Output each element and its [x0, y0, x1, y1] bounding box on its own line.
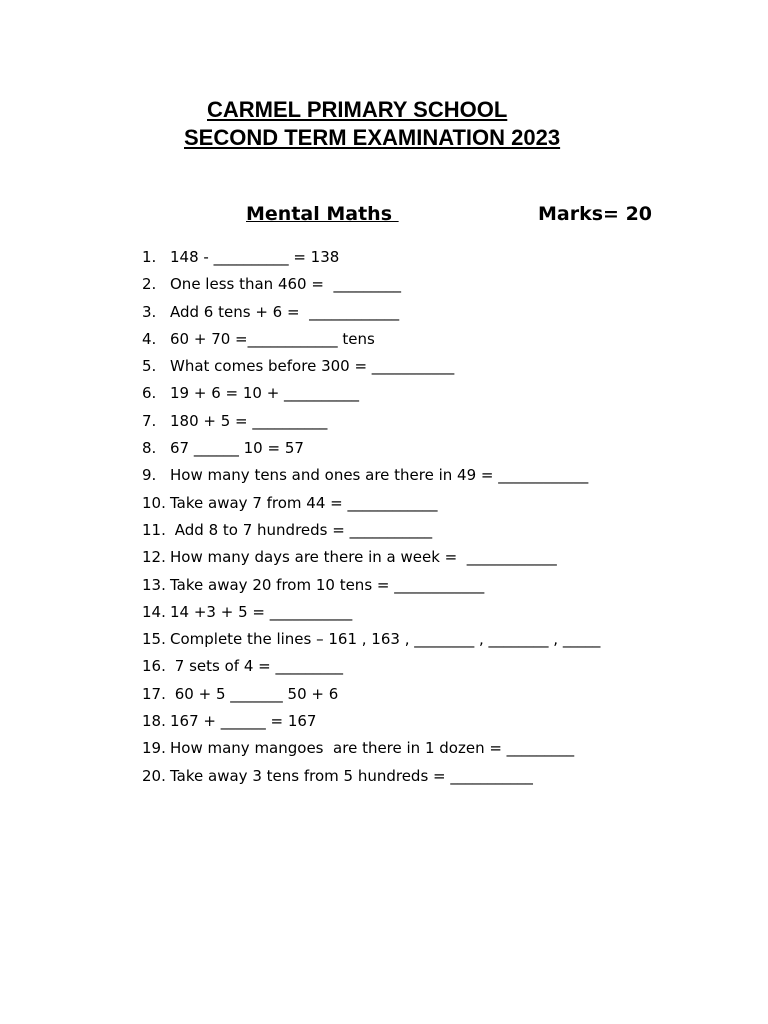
question-number: 6.	[142, 384, 157, 403]
question-text: Add 8 to 7 hundreds = ___________	[170, 520, 433, 539]
question-2	[142, 271, 600, 298]
question-number: 13.	[142, 575, 166, 594]
question-number: 18.	[142, 712, 166, 731]
school-name: CARMEL PRIMARY SCHOOL	[207, 97, 508, 122]
question-text: Take away 7 from 44 = ____________	[170, 493, 438, 512]
question-number: 12.	[142, 548, 166, 567]
question-text: Take away 3 tens from 5 hundreds = ___________	[170, 766, 533, 785]
question-text: 60 + 5 _______ 50 + 6	[170, 684, 339, 703]
question-number: 15.	[142, 630, 166, 649]
question-number: 9.	[142, 466, 157, 485]
question-19	[142, 735, 600, 762]
question-list	[142, 244, 600, 790]
question-15	[142, 626, 600, 653]
question-number: 20.	[142, 766, 166, 785]
question-18	[142, 708, 600, 735]
question-number: 4.	[142, 329, 157, 348]
question-3	[142, 299, 600, 326]
question-text: 14 +3 + 5 = ___________	[170, 602, 353, 621]
question-text: 7 sets of 4 = _________	[170, 657, 343, 676]
question-4	[142, 326, 600, 353]
question-text: What comes before 300 = ___________	[170, 357, 455, 376]
question-9	[142, 462, 600, 489]
subject-title: Mental Maths	[246, 203, 399, 225]
question-number: 17.	[142, 684, 166, 703]
question-16	[142, 653, 600, 680]
question-8	[142, 435, 600, 462]
question-text: How many tens and ones are there in 49 = ____________	[170, 466, 589, 485]
question-5	[142, 353, 600, 380]
question-number: 3.	[142, 302, 157, 321]
total-marks: Marks= 20	[538, 203, 653, 225]
question-11	[142, 517, 600, 544]
question-10	[142, 490, 600, 517]
question-14	[142, 599, 600, 626]
question-text: Take away 20 from 10 tens = ____________	[170, 575, 485, 594]
question-text: Complete the lines – 161 , 163 , ________ , ________ , _____	[170, 630, 601, 649]
question-6	[142, 380, 600, 407]
question-text: 180 + 5 = __________	[170, 411, 328, 430]
question-1	[142, 244, 600, 271]
question-number: 10.	[142, 493, 166, 512]
question-text: 148 - __________ = 138	[170, 248, 340, 266]
question-text: 19 + 6 = 10 + __________	[170, 384, 360, 403]
question-text: 67 ______ 10 = 57	[170, 439, 304, 458]
question-number: 19.	[142, 739, 166, 758]
question-number: 16.	[142, 657, 166, 676]
question-12	[142, 544, 600, 571]
question-number: 14.	[142, 602, 166, 621]
question-text: One less than 460 = _________	[170, 275, 401, 294]
question-text: How many days are there in a week = ____________	[170, 548, 557, 567]
question-number: 1.	[142, 248, 157, 266]
exam-title: SECOND TERM EXAMINATION 2023	[184, 125, 561, 150]
question-20	[142, 763, 600, 790]
question-number: 2.	[142, 275, 157, 294]
question-number: 11.	[142, 520, 166, 539]
question-7	[142, 408, 600, 435]
question-text: 167 + ______ = 167	[170, 712, 317, 731]
question-text: Add 6 tens + 6 = ____________	[170, 302, 400, 321]
question-17	[142, 681, 600, 708]
question-number: 8.	[142, 439, 157, 458]
question-number: 5.	[142, 357, 157, 376]
question-number: 7.	[142, 411, 157, 430]
question-text: How many mangoes are there in 1 dozen = _________	[170, 739, 575, 758]
question-text: 60 + 70 =____________ tens	[170, 329, 375, 348]
question-13	[142, 572, 600, 599]
